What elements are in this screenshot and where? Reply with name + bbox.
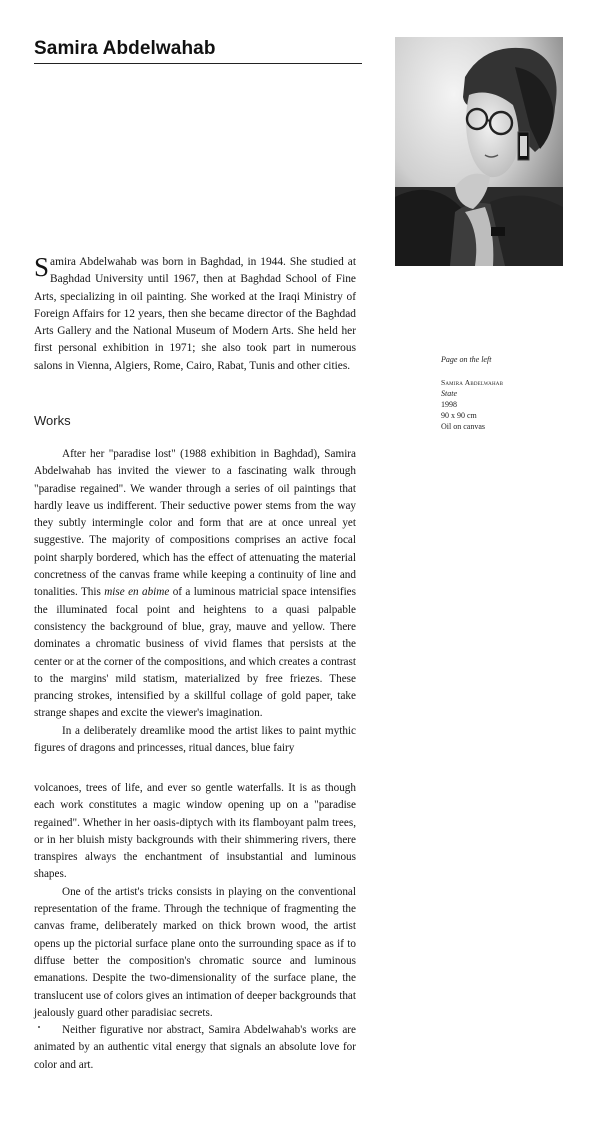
works-paragraph-1-start: After her "paradise lost" (1988 exhibition in Baghdad), Samira Abdelwahab has invited the viewer to a fascinating walk through "paradise regained". We wander through a series of oil paintings that hardly leave us indifferent. Their seductive power stems from the way they subtly intermingle color and form that are at once unreal yet suggestive. The majority of compositions comprises an active focal point sharply bordered, which has the effect of attenuating the material concretness of the canvas frame while keeping a continuity of line and tonalities. This [34,448,356,599]
works-paragraph-4: Neither figurative nor abstract, Samira Abdelwahab's works are animated by an authentic vital energy that signals an absolute love for color and art. [34,1024,356,1071]
print-speck [38,1026,40,1028]
caption-year: 1998 [441,400,457,409]
works-paragraph-2-start: In a deliberately dreamlike mood the artist likes to paint mythic figures of dragons and princesses, ritual dances, blue fairy [34,724,356,755]
artist-portrait-photo [395,37,563,266]
works-paragraph-1 [34,446,356,723]
works-column-bottom [34,780,356,1074]
caption-artist: Samira Abdelwahab [441,378,504,387]
caption-dimensions: 90 x 90 cm [441,411,477,420]
caption-heading: Page on the left [441,355,492,364]
page-title: Samira Abdelwahab [34,38,216,59]
biography-text: amira Abdelwahab was born in Baghdad, in 1944. She studied at Baghdad University until 1967, then at Baghdad School of Fine Arts, specializing in oil painting. She worked at the Iraqi Ministry of Foreign Affairs for 12 years, then she became director of the Baghdad Arts Gallery and the National Museum of Modern Arts. She held her first personal exhibition in 1971; she also took part in numerous salons in Vienna, Algiers, Rome, Cairo, Rabat, Tunis and other cities. [34,256,356,372]
artist-biography [34,254,356,375]
works-heading: Works [34,413,71,428]
artwork-caption [441,354,571,432]
drop-cap: S [34,252,50,282]
works-paragraph-3: One of the artist's tricks consists in playing on the conventional representation of the frame. Through the technique of fragmenting the canvas frame, deliberately marked on thick brown wood, the artist opens up the pictorial surface plane onto the surrounding space as if to diffuse better the composition's chromatic source and luminous emanations. Despite the two-dimensionality of the surface plane, the translucent use of colors gives an intimation of deeper backgrounds that jealously guard other paradisiac secrets. [34,885,356,1019]
caption-medium: Oil on canvas [441,422,485,431]
works-column-top [34,446,356,757]
title-divider [34,63,362,64]
italic-phrase: mise en abime [104,586,170,599]
works-paragraph-1-end: of a luminous matricial space intensifies the illuminated focal point and heightens to a quasi palpable consistency the background of blue, gray, mauve and yellow. There dominates a chromatic business of vivid flames that persists at the center or at the corner of the compositions, and which creates a contrast to the margins' mild statism, materialized by free friezes. These prancing strokes, intensified by a skillful collage of gold paper, take strange shapes and excite the viewer's imagination. [34,586,356,720]
works-paragraph-2-end: volcanoes, trees of life, and ever so gentle waterfalls. It is as though each work constitutes a magic window opening up on a "paradise regained". Whether in her oasis-diptych with its flamboyant palm trees, or in her bluish misty backgrounds with their shimmering rivers, there transpires always the enchantment of insubstantial and luminous shapes. [34,782,356,881]
caption-artwork-title: State [441,389,457,398]
